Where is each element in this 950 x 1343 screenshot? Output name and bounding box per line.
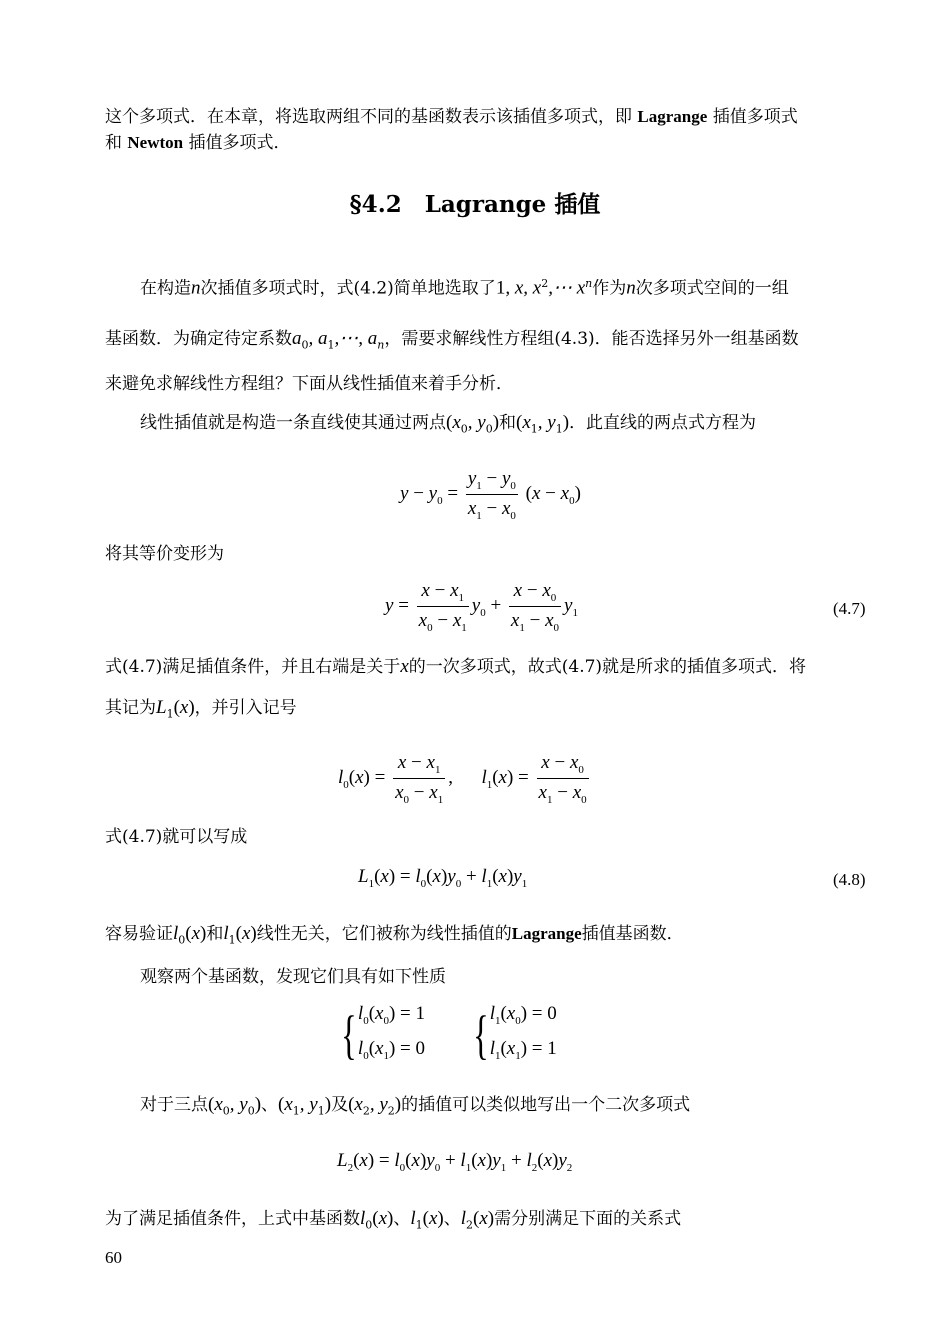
paragraph-construct: 在构造n次插值多项式时，式(4.2)简单地选取了1, x, $x^2,\cdots$ $x^n$作为n次多项式空间的一组 [140, 277, 789, 299]
paragraph-three-points: 对于三点($x_0$, $y_0$)、($x_1$, $y_1$)及($x_2$, $y_2$)的插值可以类似地写出一个二次多项式 [140, 1094, 691, 1118]
paragraph-linear-interp: 线性插值就是构造一条直线使其通过两点($x_0$, $y_0$)和($x_1$, $y_1$)．此直线的两点式方程为 [140, 412, 757, 436]
paragraph-satisfies: 式(4.7)满足插值条件，并且右端是关于x的一次多项式，故式(4.7)就是所求的插值多项式．将 [105, 656, 807, 677]
paragraph-denote: 其记为$L_1(x)$，并引入记号 [105, 697, 297, 721]
paragraph-coefficients: 基函数．为确定待定系数$a_0$, $a_1,\cdots$, $a_n$，需要求解线性方程组(4.3)．能否选择另外一组基函数 [105, 328, 799, 352]
intro-line-2: 和 Newton 插值多项式． [105, 133, 291, 153]
paragraph-conditions: 为了满足插值条件，上式中基函数$l_0(x)$、$l_1(x)$、$l_2(x)$需分别满足下面的关系式 [105, 1208, 682, 1232]
basis-definitions: $l_0(x)$ = $\frac{x - x_1}{x_0 - x_1}$ , $l_1(x)$ = $\frac{x - x_0}{x_1 - x_0}$ [338, 752, 587, 806]
paragraph-rewrite: 式(4.7)就可以写成 [105, 827, 248, 847]
page-number: 60 [105, 1248, 122, 1267]
equation-number-4-7: (4.7) [833, 599, 866, 618]
paragraph-observe: 观察两个基函数，发现它们具有如下性质 [140, 967, 446, 987]
equation-number-4-8: (4.8) [833, 870, 866, 889]
basis-properties: {$l_0(x_0) = 1$ $l_0(x_1) = 0$ {$l_1(x_0) = 0$ $l_1(x_1) = 1$ [341, 1003, 557, 1065]
intro-line-1: 这个多项式．在本章，将选取两组不同的基函数表示该插值多项式，即 Lagrange 插值多项式 [105, 107, 798, 127]
two-point-equation: $y - y_0$ = $\frac{y_1 - y_0}{x_1 - x_0}$ $(x - x_0)$ [400, 468, 581, 522]
quadratic-equation: $L_2(x) = l_0(x)y_0 + l_1(x)y_1 + l_2(x)y_2$ [337, 1150, 573, 1174]
equation-4-7: y = $\frac{x - x_1}{x_0 - x_1}$ $y_0$ + $\frac{x - x_0}{x_1 - x_0}$ $y_1$ [385, 580, 578, 634]
section-heading: §4.2 Lagrange 插值 [349, 191, 601, 218]
paragraph-verify: 容易验证$l_0(x)$和$l_1(x)$线性无关，它们被称为线性插值的Lagrange插值基函数． [105, 923, 684, 947]
paragraph-transform: 将其等价变形为 [105, 544, 224, 564]
equation-4-8: $L_1(x) = l_0(x)y_0 + l_1(x)y_1$ [358, 866, 528, 890]
paragraph-avoid: 来避免求解线性方程组？下面从线性插值来着手分析． [105, 374, 513, 394]
